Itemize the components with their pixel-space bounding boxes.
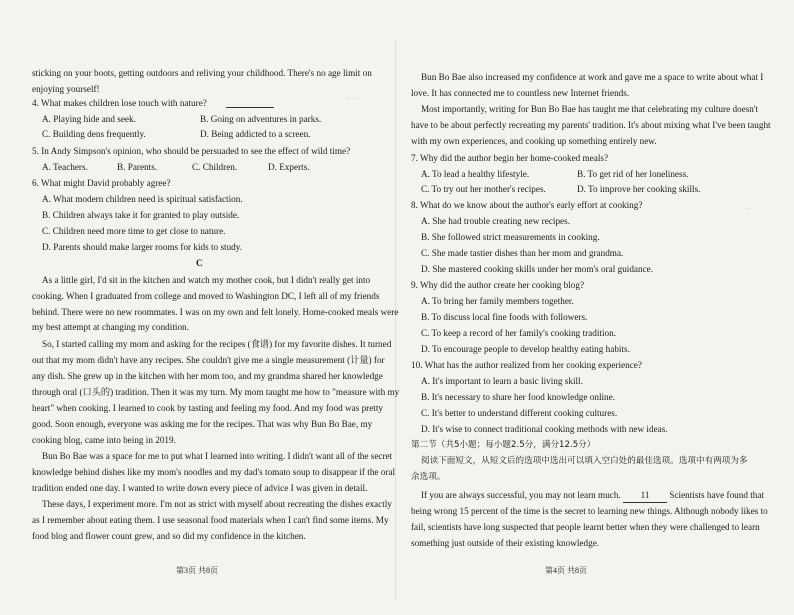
intro-line: enjoying yourself!	[32, 84, 100, 94]
passage-line: something just outside of their existing knowledge.	[411, 538, 600, 548]
q8-option-a: A. She had trouble creating new recipes.	[421, 216, 570, 226]
question-5-stem: 5. In Andy Simpson's opinion, who should be persuaded to see the effect of wild time?	[32, 146, 351, 156]
page-divider	[395, 40, 396, 600]
page-number-right: 第4页 共8页	[545, 566, 587, 575]
q5-option-d: D. Experts.	[268, 162, 310, 172]
q5-option-b: B. Parents.	[117, 162, 158, 172]
q9-option-a: A. To bring her family members together.	[421, 296, 574, 306]
passage-line: being wrong 15 percent of the time is the secret to learning new things. Although nobody likes to	[411, 506, 768, 516]
q5-option-c: C. Children.	[192, 162, 238, 172]
para-line: out that my mom didn't have any recipes. She couldn't give me a single measurement (计量) for	[32, 355, 385, 365]
q7-option-d: D. To improve her cooking skills.	[577, 184, 701, 194]
q9-option-d: D. To encourage people to develop healthy eating habits.	[421, 344, 630, 354]
para-line: food blog and flower count grew, and so did my confidence in the kitchen.	[32, 531, 306, 541]
section-2-instruction: 余选项。	[411, 472, 446, 482]
q7-option-c: C. To try out her mother's recipes.	[421, 184, 546, 194]
para-line: good. Soon enough, everyone was asking me for the recipes. That was why Bun Bo Bae, my	[32, 419, 373, 429]
para-line: Bun Bo Bae was a space for me to put what I learned into writing. I didn't want all of the secret	[42, 451, 393, 461]
q6-option-d: D. Parents should make larger rooms for kids to study.	[42, 242, 243, 252]
q6-option-c: C. Children need more time to get close to nature.	[42, 226, 226, 236]
q5-option-a: A. Teachers.	[42, 162, 88, 172]
para-line: my best attempt at changing my condition.	[32, 322, 189, 332]
bleed-through-mark: ···	[745, 205, 752, 213]
q7-option-b: B. To get rid of her loneliness.	[577, 169, 689, 179]
para-line: have to be about perfectly recreating my parents' tradition. It's about mixing what I've been taught	[411, 120, 771, 130]
question-9-stem: 9. Why did the author create her cooking blog?	[411, 280, 585, 290]
passage-text: If you are always successful, you may not learn much.	[421, 490, 621, 500]
question-6-stem: 6. What might David probably agree?	[32, 178, 171, 188]
section-2-instruction: 阅读下面短文，从短文后的选项中选出可以填入空白处的最佳选项。选项中有两项为多	[421, 456, 748, 466]
para-line: behind. There were no new roommates. I was on my own and felt lonely. Home-cooked meals were	[32, 307, 399, 317]
section-2-title: 第二节（共5小题；每小题2.5分，满分12.5分）	[411, 440, 596, 450]
q8-option-b: B. She followed strict measurements in cooking.	[421, 232, 600, 242]
question-7-stem: 7. Why did the author begin her home-cooked meals?	[411, 153, 609, 163]
q4-option-c: C. Building dens frequently.	[42, 129, 146, 139]
q4-option-b: B. Going on adventures in parks.	[200, 114, 322, 124]
question-10-stem: 10. What has the author realized from her cooking experience?	[411, 360, 642, 370]
q4-option-a: A. Playing hide and seek.	[42, 114, 136, 124]
q9-option-c: C. To keep a record of her family's cooking tradition.	[421, 328, 616, 338]
blank-11	[623, 490, 667, 503]
q4-option-d: D. Being addicted to a screen.	[200, 129, 311, 139]
para-line: knowledge behind dishes like my mom's noodles and my dad's tomato soup to disappear if the oral	[32, 467, 396, 477]
q6-option-a: A. What modern children need is spiritual satisfaction.	[42, 194, 243, 204]
page-number-left: 第3页 共8页	[176, 566, 218, 575]
para-line: So, I started calling my mom and asking for the recipes (食谱) for my favorite dishes. It turned	[42, 339, 392, 349]
passage-text: Scientists have found that	[669, 490, 765, 500]
intro-line: sticking on your boots, getting outdoors and reliving your childhood. There's no age limit on	[32, 68, 372, 78]
para-line: as I remember about eating them. I use seasonal food materials when I can't find some items. My	[32, 515, 389, 525]
para-line: tradition ended one day. I wanted to write down every piece of advice I was given in detail.	[32, 483, 368, 493]
para-line: through oral (口头的) tradition. Then it was my turn. My mom taught me how to "measure with my	[32, 387, 400, 397]
para-line: These days, I experiment more. I'm not as strict with myself about recreating the dishes exactly	[42, 499, 392, 509]
q6-option-b: B. Children always take it for granted to play outside.	[42, 210, 240, 220]
passage-line: fail, scientists have long suspected that people learnt better when they were challenged to learn	[411, 522, 760, 532]
answer-blank	[226, 107, 274, 108]
para-line: As a little girl, I'd sit in the kitchen and watch my mother cook, but I didn't really get into	[42, 275, 371, 285]
q10-option-b: B. It's necessary to share her food knowledge online.	[421, 392, 616, 402]
para-line: any dish. She grew up in the kitchen with her mom too, and my grandma shared her knowledge	[32, 371, 383, 381]
para-line: love. It has connected me to countless new Internet friends.	[411, 88, 630, 98]
q10-option-a: A. It's important to learn a basic living skill.	[421, 376, 583, 386]
blank-number: 11	[640, 490, 650, 500]
question-4-stem: 4. What makes children lose touch with nature?	[32, 98, 207, 108]
q10-option-c: C. It's better to understand different cooking cultures.	[421, 408, 618, 418]
q9-option-b: B. To discuss local fine foods with followers.	[421, 312, 588, 322]
passage-line	[421, 490, 764, 503]
para-line: Most importantly, writing for Bun Bo Bae has taught me that celebrating my culture doesn't	[421, 104, 759, 114]
q7-option-a: A. To lead a healthy lifestyle.	[421, 169, 530, 179]
q8-option-d: D. She mastered cooking skills under her mom's oral guidance.	[421, 264, 654, 274]
para-line: cooking blog, came into being in 2019.	[32, 435, 176, 445]
bleed-through-mark: ··· ···	[345, 95, 361, 103]
para-line: heart" when cooking. I learned to cook by tasting and feeling my food. And my food was pretty	[32, 403, 384, 413]
para-line: cooking. When I graduated from college and moved to Washington DC, I left all of my friends	[32, 291, 380, 301]
question-8-stem: 8. What do we know about the author's early effort at cooking?	[411, 200, 643, 210]
q8-option-c: C. She made tastier dishes than her mom and grandma.	[421, 248, 624, 258]
para-line: with my own experiences, and cooking up something entirely new.	[411, 136, 657, 146]
para-line: Bun Bo Bae also increased my confidence at work and gave me a space to write about what I	[421, 72, 764, 82]
section-c-heading: C	[196, 258, 203, 268]
q10-option-d: D. It's wise to connect traditional cooking methods with new ideas.	[421, 424, 668, 434]
